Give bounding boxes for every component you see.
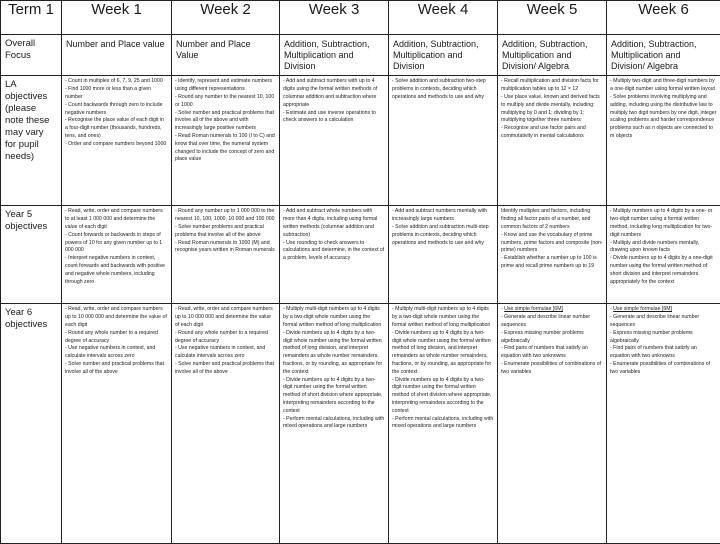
objective-cell	[172, 76, 280, 206]
focus-cell: Addition, Subtraction, Multiplication and Division	[280, 35, 389, 76]
objective-item: - Enumerate possibilities of combinations of two variables	[501, 361, 603, 377]
table-row-la-objectives	[1, 76, 720, 206]
focus-cell: Number and Place value	[62, 35, 172, 76]
objective-item: - Count forwards or backwards in steps of powers of 10 for any given number up to 1 000 000	[65, 232, 168, 255]
header-week-5: Week 5	[498, 1, 607, 35]
objective-item: - Recall multiplication and division facts for multiplication tables up to 12 × 12	[501, 78, 603, 94]
focus-cell: Addition, Subtraction, Multiplication and Division/ Algebra	[498, 35, 607, 76]
objective-item: - Find pairs of numbers that satisfy an equation with two unknowns	[610, 345, 717, 361]
objective-item: - Multiply two-digit and three-digit numbers by a one-digit number using formal written layout	[610, 78, 717, 94]
table-row-year-5-objectives	[1, 206, 720, 304]
objective-item: - Count in multiples of 6, 7, 9, 25 and 1000	[65, 78, 168, 86]
header-week-1: Week 1	[62, 1, 172, 35]
objective-item: Identify multiples and factors, including finding all factor pairs of a number, and common factors of 2 numbers	[501, 208, 603, 231]
objective-item: - Multiply and divide numbers mentally, drawing upon known facts	[610, 240, 717, 256]
objective-cell	[280, 206, 389, 304]
objective-item: - Divide numbers up to 4 digits by a two-digit number using the formal written method of short division where appropriate, interpreting remainders according to the context	[392, 377, 494, 416]
objective-cell	[280, 76, 389, 206]
objective-item: - Express missing number problems algebraically	[501, 330, 603, 346]
row-label: Overall Focus	[1, 35, 62, 76]
objective-item: - Round any number to the nearest 10, 100 or 1000	[175, 94, 276, 110]
objective-cell	[172, 304, 280, 544]
objective-item: - Establish whether a number up to 100 is prime and recall prime numbers up to 19	[501, 255, 603, 271]
objective-item: - Use rounding to check answers to calculations and determine, in the context of a problem, levels of accuracy	[283, 240, 385, 263]
focus-cell: Addition, Subtraction, Multiplication and Division	[389, 35, 498, 76]
objective-item: - Round any whole number to a required degree of accuracy	[65, 330, 168, 346]
objective-item: - Multiply numbers up to 4 digits by a one- or two-digit number using a formal written method, including long multiplication for two-digit numbers	[610, 208, 717, 239]
objective-item: - Divide numbers up to 4 digits by a one-digit number using the formal written method of short division and interpret remainders appropriately for the context	[610, 255, 717, 286]
objective-item: - Solve number problems and practical problems that involve all of the above	[175, 224, 276, 240]
objective-item: - Add and subtract numbers mentally with increasingly large numbers	[392, 208, 494, 224]
header-week-6: Week 6	[607, 1, 720, 35]
objective-item: - Divide numbers up to 4 digits by a two-digit whole number using the formal written method of long division, and interpret remainders as whole number remainders, fractions, or by rounding, as appropriate for the context	[392, 330, 494, 377]
objective-item: - Know and use the vocabulary of prime numbers, prime factors and composite (non-prime) numbers	[501, 232, 603, 255]
table-row-overall-focus	[1, 35, 720, 76]
objective-cell	[607, 76, 720, 206]
objective-item: - Divide numbers up to 4 digits by a two-digit number using the formal written method of short division where appropriate, interpreting remainders according to the context	[283, 377, 385, 416]
objective-cell	[172, 206, 280, 304]
focus-cell: Number and Place Value	[172, 35, 280, 76]
objective-item: - Divide numbers up to 4 digits by a two-digit whole number using the formal written method of long division, and interpret remainders as whole number remainders, fractions, or by rounding, as appropriate for the context	[283, 330, 385, 377]
objective-item: - Read, write, order and compare numbers up to 10 000 000 and determine the value of each digit	[65, 306, 168, 329]
objective-cell	[62, 206, 172, 304]
objective-item: - Use simple formulae [6M]	[610, 306, 717, 314]
objective-cell	[62, 304, 172, 544]
objective-cell	[62, 76, 172, 206]
objective-item: - Generate and describe linear number sequences	[610, 314, 717, 330]
objective-item: - Identify, represent and estimate numbers using different representations	[175, 78, 276, 94]
row-label: LA objectives (please note these may vary for pupil needs)	[1, 76, 62, 206]
objective-item: - Solve number and practical problems that involve all of the above	[175, 361, 276, 377]
objective-item: - Perform mental calculations, including with mixed operations and large numbers	[283, 416, 385, 432]
objective-cell	[389, 206, 498, 304]
row-label: Year 6 objectives	[1, 304, 62, 544]
objective-item: - Enumerate possibilities of combinations of two variables	[610, 361, 717, 377]
objective-cell	[280, 304, 389, 544]
table-row-year-6-objectives	[1, 304, 720, 544]
header-week-4: Week 4	[389, 1, 498, 35]
objective-item: - Use simple formulae [6M]	[501, 306, 603, 314]
objective-item: - Read, write, order and compare numbers to at least 1 000 000 and determine the value of each digit	[65, 208, 168, 231]
objective-item: - Perform mental calculations, including with mixed operations and large numbers	[392, 416, 494, 432]
header-week-2: Week 2	[172, 1, 280, 35]
header-row	[1, 1, 720, 35]
objective-item: - Solve addition and subtraction multi-step problems in contexts, deciding which operations and methods to use and why	[392, 224, 494, 247]
objective-item: - Generate and describe linear number sequences	[501, 314, 603, 330]
objective-item: - Find pairs of numbers that satisfy an equation with two unknowns	[501, 345, 603, 361]
objective-cell	[498, 206, 607, 304]
objective-item: - Solve number and practical problems that involve all of the above and with increasingly large positive numbers	[175, 110, 276, 133]
objective-cell	[607, 304, 720, 544]
objective-item: - Multiply multi-digit numbers up to 4 digits by a two-digit whole number using the formal written method of long multiplication	[392, 306, 494, 329]
objective-cell	[389, 304, 498, 544]
objective-item: - Add and subtract whole numbers with more than 4 digits, including using formal written methods (columnar addition and subtraction)	[283, 208, 385, 239]
focus-cell: Addition, Subtraction, Multiplication and Division/ Algebra	[607, 35, 720, 76]
header-week-3: Week 3	[280, 1, 389, 35]
objective-item: - Multiply multi-digit numbers up to 4 digits by a two-digit whole number using the formal written method of long multiplication	[283, 306, 385, 329]
objective-item: - Read, write, order and compare numbers up to 10 000 000 and determine the value of each digit	[175, 306, 276, 329]
objective-cell	[498, 76, 607, 206]
objective-item: - Round any whole number to a required degree of accuracy	[175, 330, 276, 346]
objective-item: - Interpret negative numbers in context, count forwards and backwards with positive and negative whole numbers, including through zero	[65, 255, 168, 286]
objective-item: - Solve number and practical problems that involve all of the above	[65, 361, 168, 377]
objective-item: - Express missing number problems algebraically	[610, 330, 717, 346]
objective-item: - Round any number up to 1 000 000 to the nearest 10, 100, 1000, 10 000 and 100 000	[175, 208, 276, 224]
objective-cell	[498, 304, 607, 544]
objective-item: - Find 1000 more or less than a given number	[65, 86, 168, 102]
objective-item: - Use place value, known and derived facts to multiply and divide mentally, including: multiplying by 0 and 1; dividing by 1; multiplying together three numbers	[501, 94, 603, 125]
objective-item: - Order and compare numbers beyond 1000	[65, 141, 168, 149]
objective-item: - Read Roman numerals to 1000 (M) and recognise years written in Roman numerals	[175, 240, 276, 256]
objective-item: - Use negative numbers in context, and calculate intervals across zero	[175, 345, 276, 361]
row-label: Year 5 objectives	[1, 206, 62, 304]
objective-cell	[389, 76, 498, 206]
objective-item: - Use negative numbers in context, and calculate intervals across zero	[65, 345, 168, 361]
objective-item: - Count backwards through zero to include negative numbers	[65, 102, 168, 118]
objective-item: - Solve addition and subtraction two-step problems in contexts, deciding which operations and methods to use and why	[392, 78, 494, 101]
objective-item: - Recognise the place value of each digit in a four-digit number (thousands, hundreds, tens, and ones)	[65, 117, 168, 140]
header-term: Term 1	[1, 1, 62, 35]
objective-item: - Estimate and use inverse operations to check answers to a calculation	[283, 110, 385, 126]
objective-item: - Read Roman numerals to 100 (I to C) and know that over time, the numeral system changed to include the concept of zero and place value	[175, 133, 276, 164]
objective-cell	[607, 206, 720, 304]
objective-item: - Solve problems involving multiplying and adding, including using the distributive law to multiply two digit numbers by one digit, integer scaling problems and harder correspondence problems such as n objects are connected to m objects	[610, 94, 717, 141]
objective-item: - Recognise and use factor pairs and commutativity in mental calculations	[501, 125, 603, 141]
objective-item: - Add and subtract numbers with up to 4 digits using the formal written methods of columnar addition and subtraction where appropriate	[283, 78, 385, 109]
